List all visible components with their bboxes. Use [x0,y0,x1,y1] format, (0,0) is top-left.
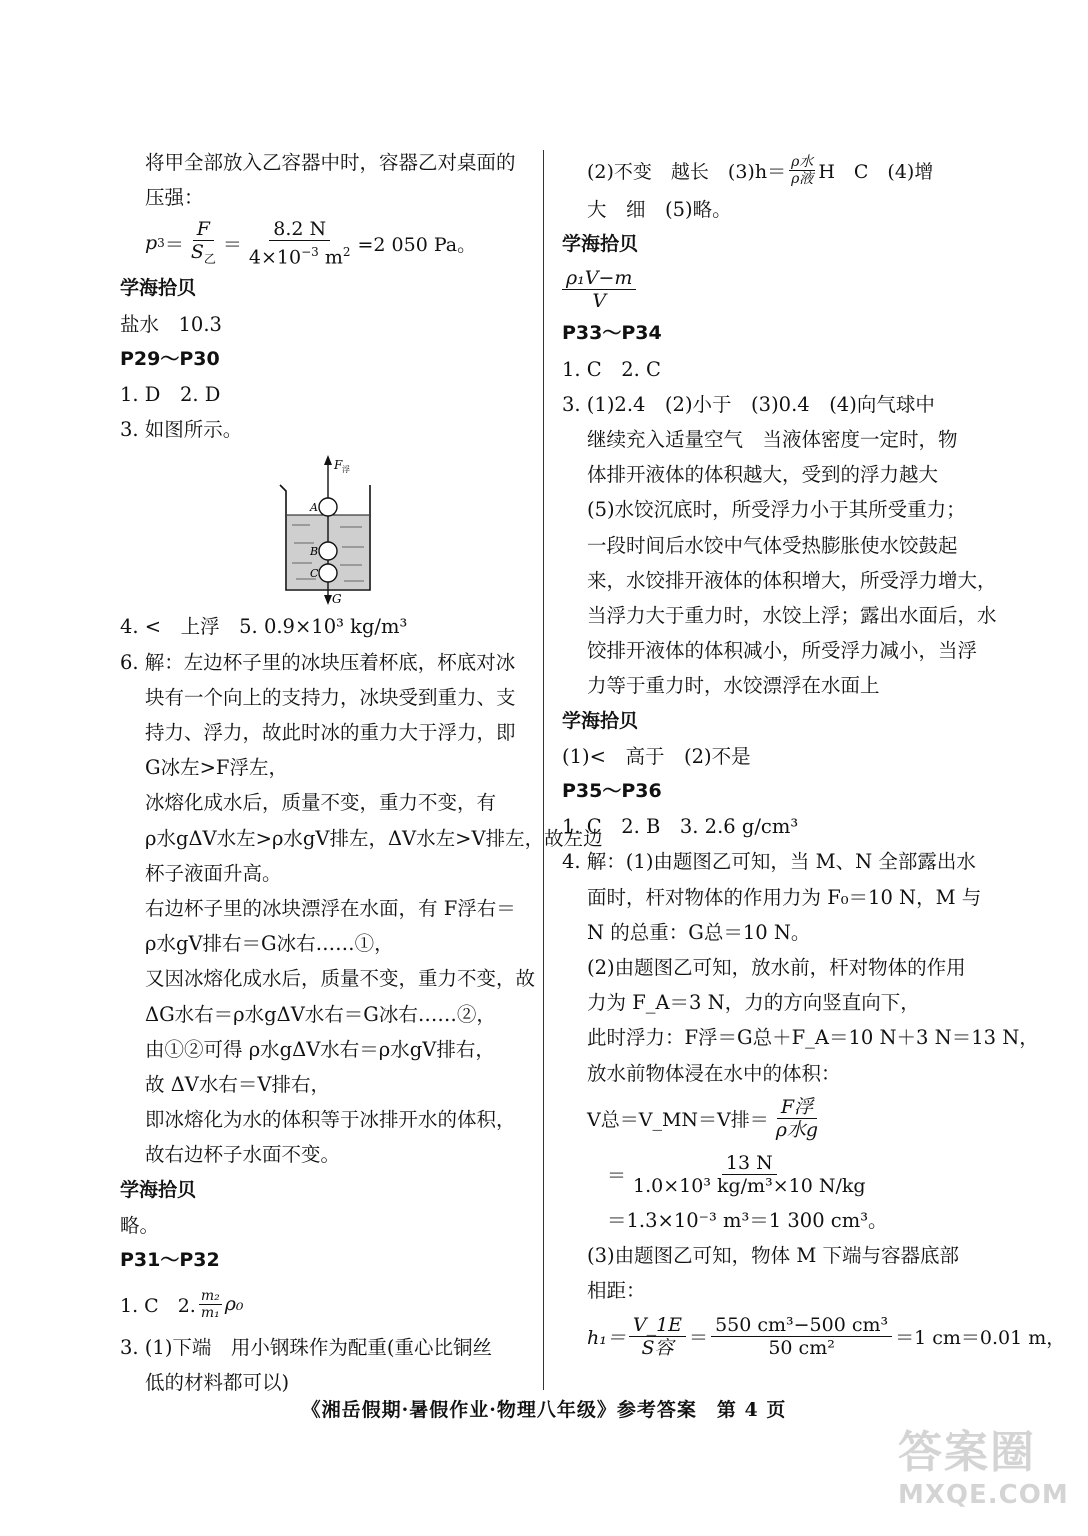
text-line: 压强： [145,186,204,210]
equation-h1: h₁＝ $\frac{V\_1E}{\text{S容}}$ ＝ $\frac{\text{550 cm³−500 cm³}}{\text{50 cm²}}$ ＝1 cm＝0.01 m， [587,1313,1066,1359]
answer-line: 块有一个向上的支持力，冰块受到重力、支 [145,685,516,709]
answer-line: 1. C 2. C [562,357,661,381]
column-divider [543,150,544,1390]
answer-line: 又因冰熔化成水后，质量不变，重力不变，故 [145,967,536,991]
text-line: 略。 [120,1213,160,1237]
answer-line: 4. 解：(1)由题图乙可知，当 M、N 全部露出水 [562,850,976,874]
equation-volume-2: ＝ $\frac{13 N}{\text{1.0×10³ kg/m³×10 N/kg}}$ [607,1152,866,1198]
section-heading: P29～P30 [120,347,220,370]
text-line: 盐水 10.3 [120,312,222,336]
answer-line: 3. 如图所示。 [120,418,243,442]
answer-line: 体排开液体的体积越大，受到的浮力越大 [587,463,939,487]
answer-line: 右边杯子里的冰块漂浮在水面，有 F浮右＝ [145,897,516,921]
answer-line: 来，水饺排开液体的体积增大，所受浮力增大， [587,568,997,592]
answer-line: 故 ΔV水右＝V排右， [145,1073,330,1097]
text-line: 将甲全部放入乙容器中时，容器乙对桌面的 [145,151,516,174]
answer-line: 面时，杆对物体的作用力为 F₀＝10 N，M 与 [587,885,982,909]
svg-text:C: C [310,567,319,581]
right-column [562,148,1066,1364]
answer-line: ΔG水右＝ρ水gΔV水右＝G冰右……②， [145,1002,496,1026]
answer-line: 1. D 2. D [120,383,221,407]
answer-line: 饺排开液体的体积减小，所受浮力减小，当浮 [587,639,978,663]
fraction-answer: $\frac{\text{ρ₁V−m}}{V}$ [562,262,972,316]
answer-line: (1)< 高于 (2)不是 [562,744,751,768]
section-heading: P31～P32 [120,1249,220,1272]
answer-line: (5)水饺沉底时，所受浮力小于其所受重力； [587,498,966,522]
answer-line: 力等于重力时，水饺漂浮在水面上 [587,674,880,698]
answer-line: 3. (1)下端 用小钢珠作为配重(重心比铜丝 [120,1336,493,1360]
answer-line: 即冰熔化为水的体积等于冰排开水的体积， [145,1108,516,1132]
answer-line: 相距： [587,1279,646,1303]
section-heading: 学海拾贝 [120,277,197,300]
answer-line: 一段时间后水饺中气体受热膨胀使水饺鼓起 [587,533,958,557]
answer-line: 3. (1)2.4 (2)小于 (3)0.4 (4)向气球中 [562,392,935,416]
answer-line: 1. C 2. $\frac{\text{m₂}}{\text{m₁}}$ ρ₀ [120,1287,244,1321]
answer-line: (2)不变 越长 (3)h＝ $\frac{\text{ρ水}}{\text{ρ液}}$ H C (4)增 [587,153,934,187]
svg-text:F: F [334,458,343,473]
section-heading: 学海拾贝 [562,233,639,256]
answer-line: 放水前物体浸在水中的体积： [587,1061,841,1085]
svg-text:B: B [310,545,319,559]
answer-line: 由①②可得 ρ水gΔV水右＝ρ水gV排右， [145,1037,495,1061]
answer-line: ρ水gV排右＝G冰右……①， [145,932,394,956]
answer-line: 大 细 (5)略。 [587,198,732,221]
beaker-figure [270,455,430,605]
section-heading: 学海拾贝 [562,709,639,732]
answer-line: 当浮力大于重力时，水饺上浮；露出水面后，水 [587,604,997,628]
section-heading: 学海拾贝 [120,1178,197,1201]
page-footer: 《湘岳假期·暑假作业·物理八年级》参考答案 第 4 页 [301,1399,787,1421]
answer-line: ρ水gΔV水左>ρ水gV排左，ΔV水左>V排左，故左边 [145,826,603,850]
section-heading: P35～P36 [562,780,662,803]
answer-line: 持力、浮力，故此时冰的重力大于浮力，即 [145,721,516,745]
answer-line: 杯子液面升高。 [145,861,282,885]
section-heading: P33～P34 [562,322,662,345]
answer-line: (3)由题图乙可知，物体 M 下端与容器底部 [587,1244,959,1268]
answer-line: 1. C 2. B 3. 2.6 g/cm³ [562,815,799,839]
equation-p3: p 3 ＝ $\frac{F}{S_乙}$ ＝ $\frac{8.2 N}{4\times 10^{-3} m^2}$ =2 050 Pa。 [145,217,477,269]
answer-line: 故右边杯子水面不变。 [145,1143,341,1167]
svg-text:浮: 浮 [342,465,350,475]
answer-line: N 的总重：G总＝10 N。 [587,920,811,944]
svg-text:A: A [310,501,318,515]
answer-line: 4. < 上浮 5. 0.9×10³ kg/m³ [120,615,408,639]
answer-line: 冰熔化成水后，质量不变，重力不变，有 [145,791,497,815]
equation-volume: V总＝V_MN＝V排＝ $\frac{\text{F浮}}{\text{ρ水g}}$ [587,1096,819,1142]
answer-line: (2)由题图乙可知，放水前，杆对物体的作用 [587,956,966,980]
equation-volume-3: ＝1.3×10⁻³ m³＝1 300 cm³。 [607,1208,888,1232]
answer-line: 低的材料都可以) [145,1371,290,1395]
answer-line: 6. 解：左边杯子里的冰块压着杯底，杯底对冰 [120,650,516,674]
answer-line: G冰左>F浮左， [145,756,288,780]
answer-line: 继续充入适量空气 当液体密度一定时，物 [587,428,958,452]
watermark-logo: 答案圈 MXQE.COM [898,1427,1069,1510]
answer-line: 此时浮力：F浮＝G总＋F_A＝10 N＋3 N＝13 N， [587,1026,1039,1050]
answer-line: 力为 F_A＝3 N，力的方向竖直向下， [587,991,920,1015]
svg-text:G: G [332,592,342,606]
